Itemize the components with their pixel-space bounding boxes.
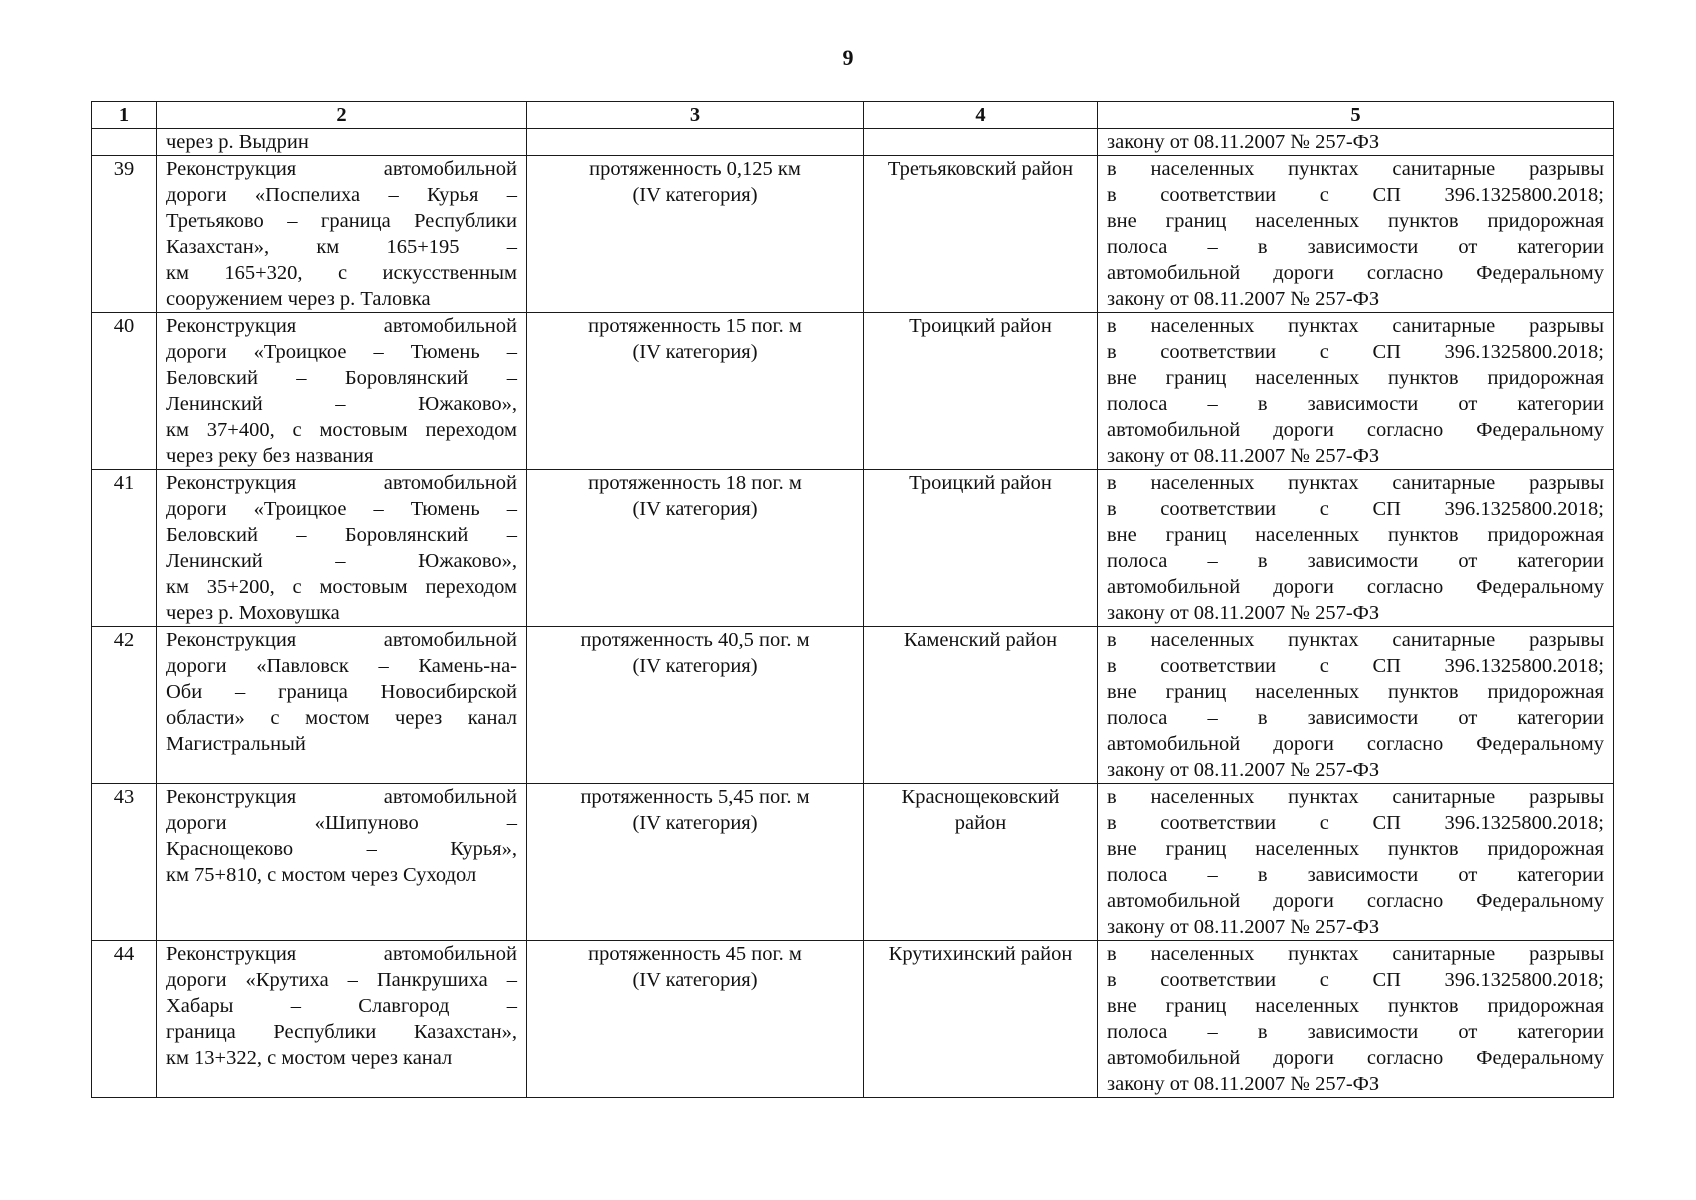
road-length [527,627,864,784]
zone-description-line: вне границ населенных пунктов придорожная [1107,367,1604,389]
road-name-line: дороги «Троицкое – Тюмень – [166,498,517,520]
road-length [527,784,864,941]
zone-description-line: в населенных пунктах санитарные разрывы [1107,629,1604,651]
road-name-line: Краснощеково – Курья», [166,838,517,860]
row-number: 40 [92,313,157,470]
road-name-line: Реконструкция автомобильной [166,786,517,808]
zone-description [1098,313,1614,470]
zone-description-line: полоса – в зависимости от категории [1107,707,1604,729]
road-name-line: через реку без названия [166,445,374,467]
zone-description-line: в населенных пунктах санитарные разрывы [1107,786,1604,808]
row-number: 43 [92,784,157,941]
zone-description-line: автомобильной дороги согласно Федеральному [1107,733,1604,755]
table-row [92,627,1614,784]
zone-description [1098,156,1614,313]
road-length-line: протяженность 5,45 пог. м [580,786,810,808]
table-row [92,941,1614,1098]
road-name-line: Реконструкция автомобильной [166,315,517,337]
table-row [92,156,1614,313]
zone-description-line: вне границ населенных пунктов придорожная [1107,838,1604,860]
row-number: 42 [92,627,157,784]
road-name-line: Реконструкция автомобильной [166,158,517,180]
road-name-line: дороги «Троицкое – Тюмень – [166,341,517,363]
road-length-line: (IV категория) [632,498,758,520]
zone-description-line: в соответствии с СП 396.1325800.2018; [1107,812,1604,834]
zone-description-line: полоса – в зависимости от категории [1107,236,1604,258]
zone-description-line: вне границ населенных пунктов придорожная [1107,210,1604,232]
row-number: 41 [92,470,157,627]
road-name [157,941,527,1098]
continuation-row [92,129,1614,156]
district-line: Крутихинский район [888,943,1073,965]
road-name-line: через р. Моховушка [166,602,340,624]
road-name-line: Казахстан», км 165+195 – [166,236,517,258]
zone-description-line: вне границ населенных пунктов придорожная [1107,681,1604,703]
road-name-line: Беловский – Боровлянский – [166,524,517,546]
header-row [92,102,1614,129]
district-line: Троицкий район [909,472,1052,494]
row-number: 44 [92,941,157,1098]
zone-description-line: в соответствии с СП 396.1325800.2018; [1107,655,1604,677]
zone-description-line: в населенных пунктах санитарные разрывы [1107,158,1604,180]
zone-description-line: автомобильной дороги согласно Федеральному [1107,576,1604,598]
road-length-line: (IV категория) [632,969,758,991]
zone-description-line: полоса – в зависимости от категории [1107,1021,1604,1043]
district-line: район [954,812,1007,834]
continuation-num [92,129,157,156]
zone-description-line: в соответствии с СП 396.1325800.2018; [1107,341,1604,363]
district [864,470,1098,627]
zone-description-line: закону от 08.11.2007 № 257-ФЗ [1107,445,1380,467]
road-name-line: граница Республики Казахстан», [166,1021,517,1043]
zone-description-line: полоса – в зависимости от категории [1107,864,1604,886]
road-length-line: (IV категория) [632,812,758,834]
road-name-line: области» с мостом через канал [166,707,517,729]
zone-description-line: автомобильной дороги согласно Федеральному [1107,262,1604,284]
road-name-line: сооружением через р. Таловка [166,288,431,310]
zone-description-line: вне границ населенных пунктов придорожная [1107,524,1604,546]
road-name [157,156,527,313]
road-name-line: Беловский – Боровлянский – [166,367,517,389]
road-length-line: (IV категория) [632,655,758,677]
district [864,313,1098,470]
table-row [92,313,1614,470]
district-line: Третьяковский район [887,158,1074,180]
road-length-line: протяженность 40,5 пог. м [580,629,810,651]
road-name-line: км 165+320, с искусственным [166,262,517,284]
road-name-line: Реконструкция автомобильной [166,943,517,965]
road-name-line: Третьяково – граница Республики [166,210,517,232]
road-name [157,470,527,627]
zone-description-line: в населенных пунктах санитарные разрывы [1107,315,1604,337]
zone-description-line: закону от 08.11.2007 № 257-ФЗ [1107,288,1380,310]
header-col-2: 2 [157,102,527,129]
road-name-line: Ленинский – Южаково», [166,393,517,415]
road-name-line: Хабары – Славгород – [166,995,517,1017]
zone-description-line: полоса – в зависимости от категории [1107,550,1604,572]
continuation-name: через р. Выдрин [157,129,527,156]
road-name-line: Оби – граница Новосибирской [166,681,517,703]
road-name-line: дороги «Павловск – Камень-на- [166,655,517,677]
road-length-line: (IV категория) [632,341,758,363]
header-col-1: 1 [92,102,157,129]
zone-description-line: в населенных пунктах санитарные разрывы [1107,943,1604,965]
road-length-line: (IV категория) [632,184,758,206]
header-col-5: 5 [1098,102,1614,129]
table-row [92,470,1614,627]
road-name-line: Реконструкция автомобильной [166,629,517,651]
road-name-line: км 37+400, с мостовым переходом [166,419,517,441]
zone-description-line: вне границ населенных пунктов придорожная [1107,995,1604,1017]
road-name-line: км 35+200, с мостовым переходом [166,576,517,598]
continuation-length [527,129,864,156]
zone-description-line: закону от 08.11.2007 № 257-ФЗ [1107,759,1380,781]
road-name-line: км 75+810, с мостом через Суходол [166,864,477,886]
district-line: Краснощековский [901,786,1060,808]
zone-description-line: полоса – в зависимости от категории [1107,393,1604,415]
road-name-line: дороги «Шипуново – [166,812,517,834]
zone-description [1098,941,1614,1098]
district [864,627,1098,784]
zone-description-line: закону от 08.11.2007 № 257-ФЗ [1107,602,1380,624]
table-row [92,784,1614,941]
district [864,784,1098,941]
road-length [527,156,864,313]
road-length [527,313,864,470]
zone-description-line: автомобильной дороги согласно Федеральному [1107,419,1604,441]
road-name [157,627,527,784]
page-number: 9 [842,45,854,70]
road-name-line: Реконструкция автомобильной [166,472,517,494]
road-name-line: дороги «Поспелиха – Курья – [166,184,517,206]
zone-description-line: в населенных пунктах санитарные разрывы [1107,472,1604,494]
road-name-line: Магистральный [166,733,306,755]
zone-description [1098,470,1614,627]
continuation-zone: закону от 08.11.2007 № 257-ФЗ [1098,129,1614,156]
road-name-line: км 13+322, с мостом через канал [166,1047,453,1069]
zone-description-line: закону от 08.11.2007 № 257-ФЗ [1107,916,1380,938]
header-col-4: 4 [864,102,1098,129]
road-length-line: протяженность 18 пог. м [588,472,802,494]
district-line: Каменский район [903,629,1058,651]
zone-description-line: автомобильной дороги согласно Федеральному [1107,890,1604,912]
road-length [527,941,864,1098]
zone-description-line: закону от 08.11.2007 № 257-ФЗ [1107,1073,1380,1095]
road-length-line: протяженность 15 пог. м [588,315,802,337]
district [864,941,1098,1098]
road-name-line: дороги «Крутиха – Панкрушиха – [166,969,517,991]
header-col-3: 3 [527,102,864,129]
road-length [527,470,864,627]
zone-description-line: автомобильной дороги согласно Федеральному [1107,1047,1604,1069]
row-number: 39 [92,156,157,313]
road-length-line: протяженность 45 пог. м [588,943,802,965]
road-name [157,313,527,470]
zone-description-line: в соответствии с СП 396.1325800.2018; [1107,184,1604,206]
district-line: Троицкий район [909,315,1052,337]
zone-description-line: в соответствии с СП 396.1325800.2018; [1107,969,1604,991]
road-name [157,784,527,941]
roads-table [91,101,1614,1098]
continuation-district [864,129,1098,156]
zone-description [1098,784,1614,941]
road-name-line: Ленинский – Южаково», [166,550,517,572]
zone-description-line: в соответствии с СП 396.1325800.2018; [1107,498,1604,520]
road-length-line: протяженность 0,125 км [589,158,801,180]
zone-description [1098,627,1614,784]
district [864,156,1098,313]
